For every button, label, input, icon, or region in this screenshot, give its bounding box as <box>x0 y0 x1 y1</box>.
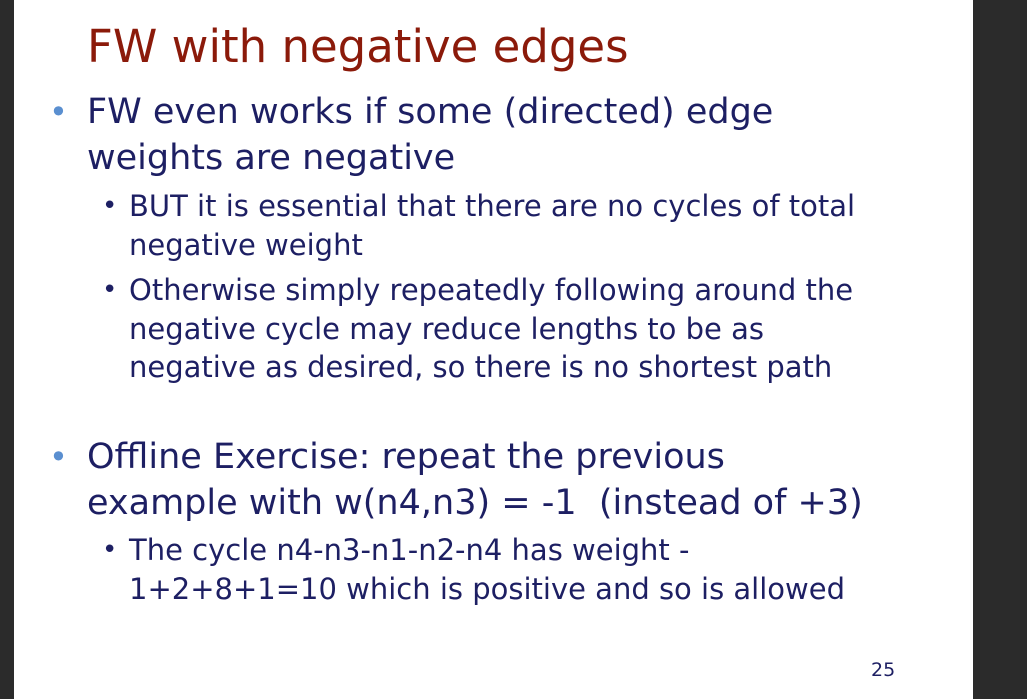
subbullet-cycle-weight <box>102 531 969 608</box>
window-edge-left <box>0 0 14 699</box>
subbullet-text-line: negative as desired, so there is no shortest path <box>129 350 833 384</box>
bullet-text-line: FW even works if some (directed) edge <box>87 92 774 132</box>
subbullet-text-line: BUT it is essential that there are no cycles of total <box>129 189 856 223</box>
subbullet-marker: • <box>102 275 118 305</box>
subbullet-text-line: The cycle n4-n3-n1-n2-n4 has weight - <box>129 533 690 567</box>
subbullet-marker: • <box>102 535 118 565</box>
window-edge-right <box>973 0 1027 699</box>
bullet-text-line: weights are negative <box>87 138 456 178</box>
page-number: 25 <box>871 659 896 681</box>
bullet-text-line: Offline Exercise: repeat the previous <box>87 437 725 477</box>
slide-title: FW with negative edges <box>87 20 629 73</box>
slide <box>14 0 973 699</box>
subbullet-marker: • <box>102 191 118 221</box>
subbullet-no-negative-cycles <box>102 187 969 264</box>
subbullet-text-line: 1+2+8+1=10 which is positive and so is allowed <box>129 571 845 606</box>
bullet-fw-negative-weights <box>49 89 967 181</box>
bullet-offline-exercise <box>49 434 967 526</box>
bullet-text-line: example with w(n4,n3) = -1 (instead of +3) <box>87 483 863 523</box>
bullet-marker: • <box>49 93 68 131</box>
subbullet-no-shortest-path <box>102 271 969 387</box>
bullet-marker: • <box>49 438 68 476</box>
subbullet-text-line: Otherwise simply repeatedly following around the <box>129 273 854 307</box>
subbullet-text-line: negative weight <box>129 227 363 262</box>
subbullet-text-line: negative cycle may reduce lengths to be as <box>129 311 764 346</box>
